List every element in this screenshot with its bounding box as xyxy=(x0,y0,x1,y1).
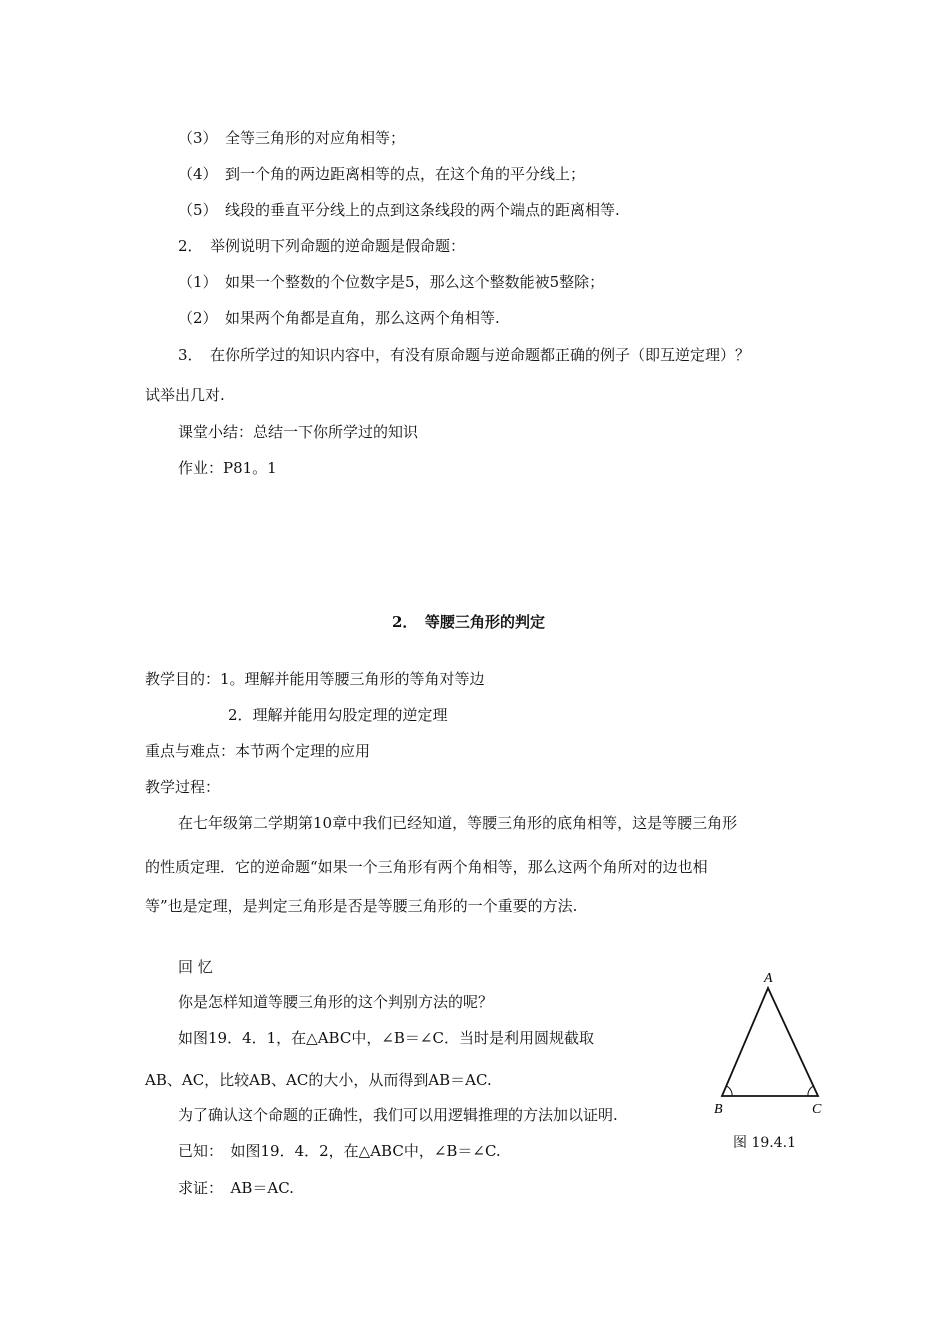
homework: 作业：P81。1 xyxy=(178,459,277,477)
paragraph-line: 等”也是定理，是判定三角形是否是等腰三角形的一个重要的方法. xyxy=(145,897,578,915)
text-line: 2． 举例说明下列命题的逆命题是假命题： xyxy=(178,237,466,255)
recall-heading: 回 忆 xyxy=(178,958,213,976)
text-line: （2） 如果两个角都是直角，那么这两个角相等. xyxy=(178,309,500,327)
text-line: 试举出几对. xyxy=(145,386,225,404)
prove-line: 求证： AB＝AC. xyxy=(178,1179,294,1197)
process-heading: 教学过程： xyxy=(145,778,221,796)
text-line: （1） 如果一个整数的个位数字是5，那么这个整数能被5整除； xyxy=(178,273,605,291)
teaching-goal-2: 2．理解并能用勾股定理的逆定理 xyxy=(228,706,448,724)
example-line: 如图19．4．1，在△ABC中，∠B＝∠C．当时是利用圆规截取 xyxy=(178,1029,594,1047)
example-line: AB、AC，比较AB、AC的大小，从而得到AB＝AC. xyxy=(145,1071,492,1089)
section-title: 2． 等腰三角形的判定 xyxy=(392,613,545,631)
given-line: 已知： 如图19．4．2，在△ABC中，∠B＝∠C. xyxy=(178,1142,501,1160)
figure-caption: 图 19.4.1 xyxy=(733,1135,796,1151)
paragraph-line: 在七年级第二学期第10章中我们已经知道，等腰三角形的底角相等，这是等腰三角形 xyxy=(178,814,738,832)
vertex-label-a: A xyxy=(764,971,773,986)
vertex-label-c: C xyxy=(812,1102,822,1117)
verify-line: 为了确认这个命题的正确性，我们可以用逻辑推理的方法加以证明. xyxy=(178,1106,618,1124)
angle-b-arc xyxy=(727,1086,733,1096)
key-points: 重点与难点：本节两个定理的应用 xyxy=(145,742,371,760)
vertex-label-b: B xyxy=(714,1102,723,1117)
text-line: （5） 线段的垂直平分线上的点到这条线段的两个端点的距离相等. xyxy=(178,201,620,219)
angle-c-arc xyxy=(808,1086,814,1096)
recall-question: 你是怎样知道等腰三角形的这个判别方法的呢？ xyxy=(178,993,494,1011)
triangle-figure xyxy=(700,958,840,1128)
triangle-abc xyxy=(722,988,818,1096)
paragraph-line: 的性质定理．它的逆命题“如果一个三角形有两个角相等，那么这两个角所对的边也相 xyxy=(145,858,708,876)
text-line: （3） 全等三角形的对应角相等； xyxy=(178,129,406,147)
text-line: （4） 到一个角的两边距离相等的点，在这个角的平分线上； xyxy=(178,165,586,183)
class-summary: 课堂小结：总结一下你所学过的知识 xyxy=(178,423,419,441)
text-line: 3． 在你所学过的知识内容中，有没有原命题与逆命题都正确的例子（即互逆定理）？ xyxy=(178,346,751,364)
teaching-goal-1: 教学目的：1。理解并能用等腰三角形的等角对等边 xyxy=(145,670,485,688)
